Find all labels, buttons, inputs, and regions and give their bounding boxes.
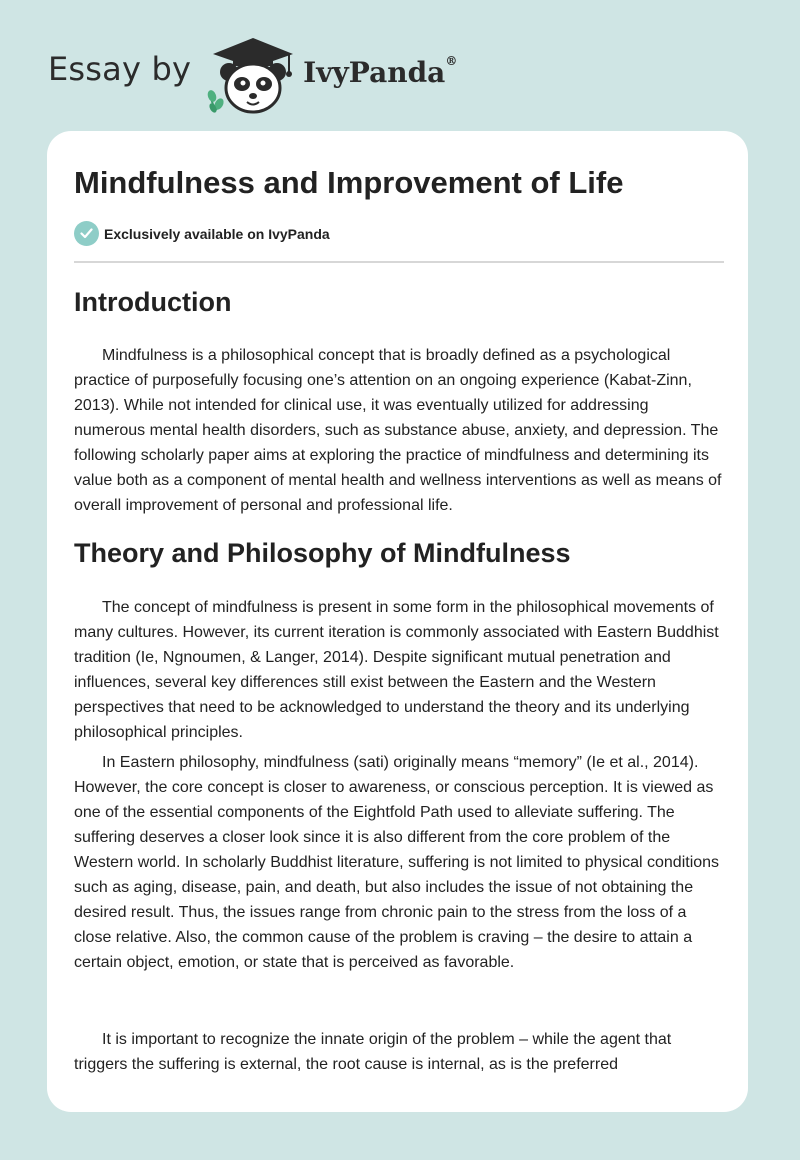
check-circle-icon xyxy=(74,221,99,246)
title-divider xyxy=(74,261,724,263)
section-heading-introduction: Introduction xyxy=(74,287,232,317)
paragraph: Mindfulness is a philosophical concept that is broadly defined as a psychological practice of purposefully focusing one’s attention on an ongoing experience (Kabat-Zinn, 2013). While not intended for clinical use, it was eventually utilized for addressing numerous mental health disorders, such as substance abuse, anxiety, and depression. The following scholarly paper aims at exploring the practice of mindfulness and determining its value both as a component of mental health and wellness interventions as well as means of overall improvement of personal and professional life. xyxy=(74,347,722,514)
paragraph: In Eastern philosophy, mindfulness (sati) originally means “memory” (Ie et al., 2014). However, the core concept is closer to awareness, or conscious perception. It is viewed as one of the essential components of the Eightfold Path used to alleviate suffering. The suffering deserves a closer look since it is also different from the core problem of the Western world. In scholarly Buddhist literature, suffering is not limited to physical conditions such as aging, disease, pain, and death, but also includes the issue of not obtaining the desired result. Thus, the issues range from chronic pain to the stress from the loss of a close relative. Also, the common cause of the problem is craving – the desire to attain a certain object, emotion, or state that is perceived as favorable. xyxy=(74,754,720,971)
paragraph: It is important to recognize the innate origin of the problem – while the agent that triggers the suffering is external, the root cause is internal, as is the preferred xyxy=(74,1031,672,1073)
section-heading-theory: Theory and Philosophy of Mindfulness xyxy=(74,538,571,568)
article-title: Mindfulness and Improvement of Life xyxy=(74,165,624,200)
brand-name[interactable]: IvyPanda® xyxy=(303,53,458,89)
paragraph: The concept of mindfulness is present in some form in the philosophical movements of many cultures. However, its current iteration is commonly associated with Eastern Buddhist tradition (Ie, Ngnoumen, & Langer, 2014). Despite significant mutual penetration and influences, several key differences still exist between the Eastern and the Western perspectives that need to be acknowledged to understand the theory and its underlying philosophical principles. xyxy=(74,599,719,741)
essay-by-label: Essay by xyxy=(48,50,192,88)
exclusive-badge xyxy=(74,221,330,246)
site-header xyxy=(48,34,457,114)
article-card xyxy=(47,131,748,1112)
registered-mark: ® xyxy=(445,53,458,68)
exclusive-badge-text: Exclusively available on IvyPanda xyxy=(104,225,330,242)
ivypanda-logo-icon[interactable] xyxy=(207,34,299,114)
